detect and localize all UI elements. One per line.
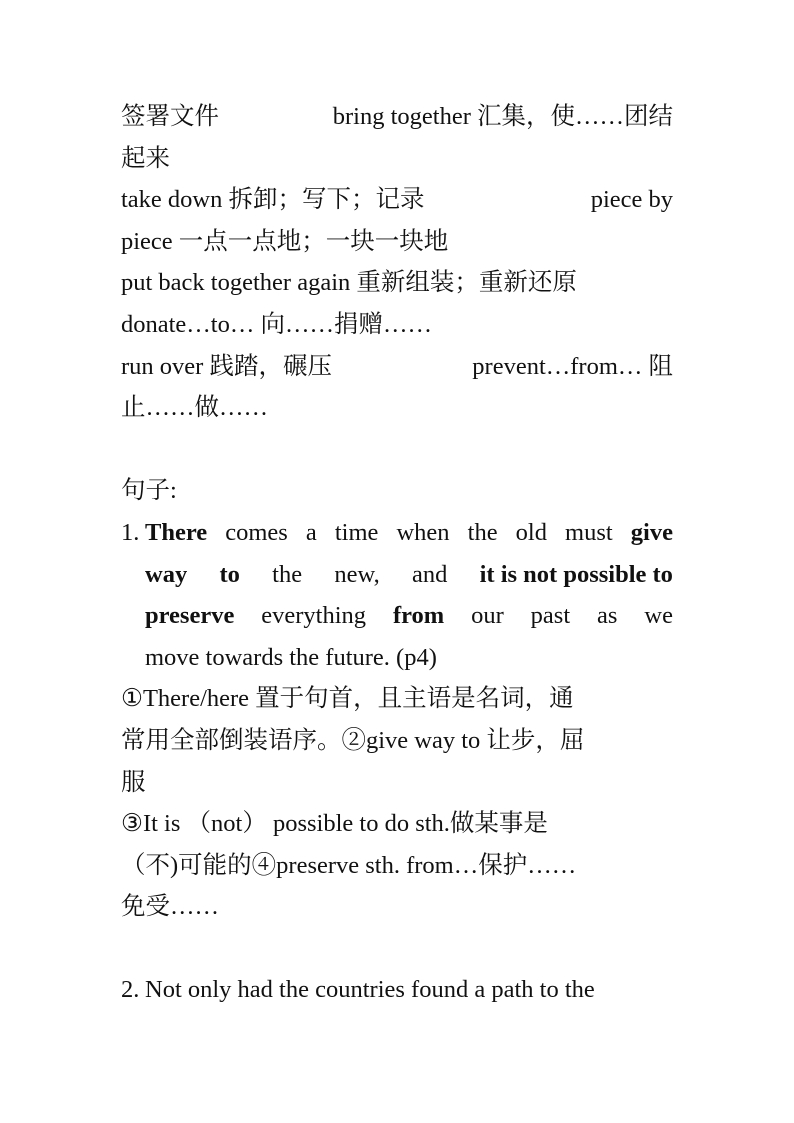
sentence-1-line-4: move towards the future. (p4) [145,643,437,671]
word: comes [225,518,288,546]
sentence-2-line-1: Not only had the countries found a path to the [145,976,595,1004]
phrase-line-1 [121,96,673,138]
note-1-line-2: 常用全部倒装语序。②give way to 让步，屈 [121,726,585,754]
word: we [644,602,673,630]
word: as [597,602,618,630]
word: the [467,518,498,546]
note-2-line-3: 免受…… [121,893,219,921]
phrase-piece-by: piece by [590,186,673,214]
word: past [530,602,571,630]
bold-word: preserve [145,602,235,630]
bold-word: There [145,518,208,546]
phrase-line-6: donate…to… 向……捐赠…… [121,310,432,338]
word: when [396,518,450,546]
bold-word: from [392,602,445,630]
word: our [471,602,504,630]
sentence-1-line-3 [145,595,673,637]
word: time [334,518,379,546]
sentence-body [145,969,673,1011]
phrase-line-4: piece 一点一点地；一块一块地 [121,227,449,255]
bold-phrase: it is not possible to [479,560,673,588]
bold-word: give [630,518,673,546]
phrase-prevent-from: prevent…from… 阻 [472,352,673,380]
word: old [515,518,547,546]
word: the [272,560,303,588]
blank-line [121,928,673,970]
note-2-line-1: ③It is （not） possible to do sth.做某事是 [121,810,548,838]
sentence-body [145,512,673,678]
phrase-run-over: run over 践踏，碾压 [121,352,332,380]
bold-word: to [219,560,240,588]
note-1-line-3: 服 [121,768,146,796]
sentence-number: 1. [121,518,140,546]
sentence-item-2 [121,969,673,1011]
word: new, [334,560,380,588]
sentences-label: 句子: [121,477,177,505]
phrase-line-3 [121,179,673,221]
document-page [121,96,673,1011]
phrase-take-down: take down 拆卸；写下；记录 [121,186,425,214]
phrase-bring-together: bring together 汇集，使……团结 [332,103,673,130]
word: a [305,518,317,546]
word: everything [261,602,367,630]
sentence-number: 2. [121,976,140,1004]
blank-line [121,429,673,471]
phrase-line-2: 起来 [121,144,170,172]
bold-word: way [145,560,188,588]
sentence-1-line-1 [145,512,673,554]
sentence-1-line-2 [145,554,673,596]
phrase-line-7 [121,346,673,388]
word: must [565,518,613,546]
note-1-line-1: ①There/here 置于句首，且主语是名词，通 [121,685,574,713]
phrase-line-8: 止……做…… [121,394,268,422]
word: and [411,560,448,588]
phrase-line-5: put back together again 重新组装；重新还原 [121,269,577,297]
note-2-line-2: （不)可能的④preserve sth. from…保护…… [121,851,577,879]
phrase-sign-document: 签署文件 [121,103,219,130]
sentence-item-1 [121,512,673,678]
